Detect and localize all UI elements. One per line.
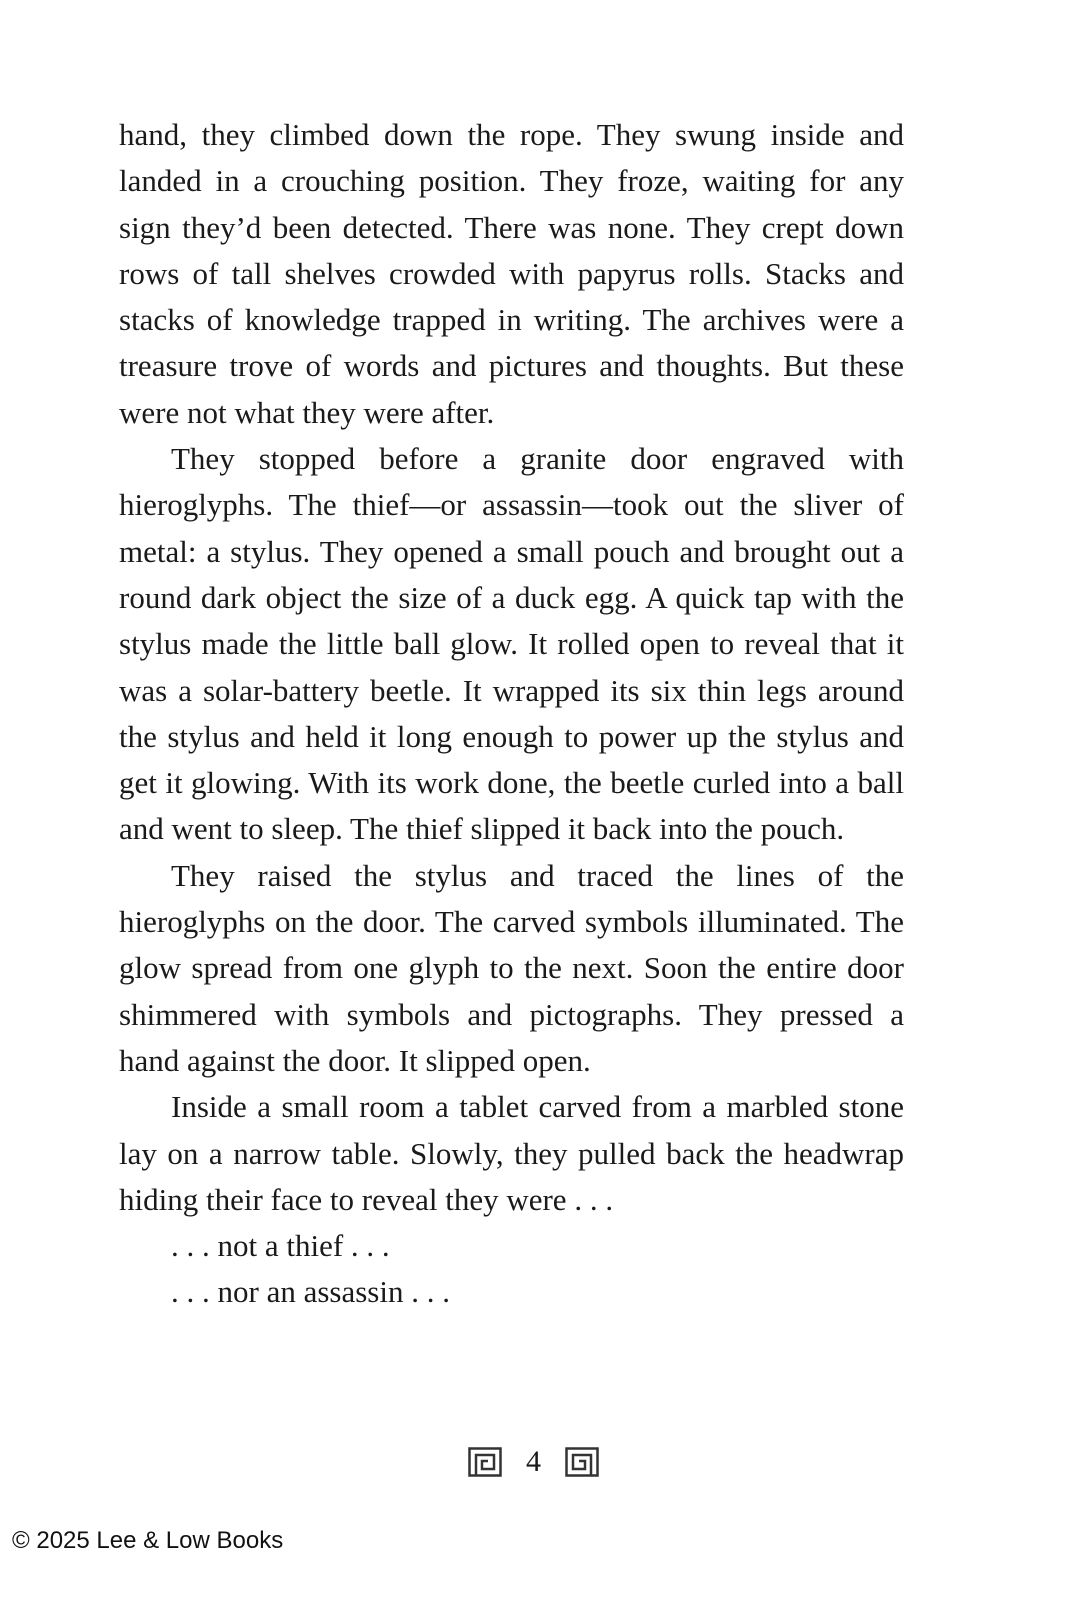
paragraph: . . . not a thief . . . <box>171 1228 390 1264</box>
greek-key-icon <box>565 1447 599 1477</box>
copyright-notice: © 2025 Lee & Low Books <box>12 1527 284 1554</box>
paragraph: They raised the stylus and traced the lines of the hieroglyphs on the door. The carved symbols illuminated. The glow spread from one glyph to the next. Soon the entire door shimmered with symbols and pictographs. They pressed a hand against the door. It slipped open. <box>119 857 904 1078</box>
page-number: 4 <box>526 1445 541 1478</box>
paragraph: They stopped before a granite door engraved with hieroglyphs. The thief—or assassin—took out the sliver of metal: a stylus. They opened a small pouch and brought out a round dark object the size of a duck egg. A quick tap with the stylus made the little ball glow. It rolled open to reveal that it was a solar-battery beetle. It wrapped its six thin legs around the stylus and held it long enough to power up the stylus and get it glowing. With its work done, the beetle curled into a ball and went to sleep. The thief slipped it back into the pouch. <box>119 441 904 847</box>
paragraph: Inside a small room a tablet carved from a marbled stone lay on a narrow table. Slowly, they pulled back the headwrap hiding their face to reveal they were . . . <box>119 1089 904 1217</box>
paragraph: . . . nor an assassin . . . <box>171 1274 450 1310</box>
page-footer <box>0 1442 1067 1482</box>
body-text <box>119 112 904 1316</box>
paragraph: hand, they climbed down the rope. They swung inside and landed in a crouching position. They froze, waiting for any sign they’d been detected. There was none. They crept down rows of tall shelves crowded with papyrus rolls. Stacks and stacks of knowledge trapped in writing. The archives were a treasure trove of words and pictures and thoughts. But these were not what they were after. <box>119 117 904 430</box>
greek-key-icon <box>468 1447 502 1477</box>
